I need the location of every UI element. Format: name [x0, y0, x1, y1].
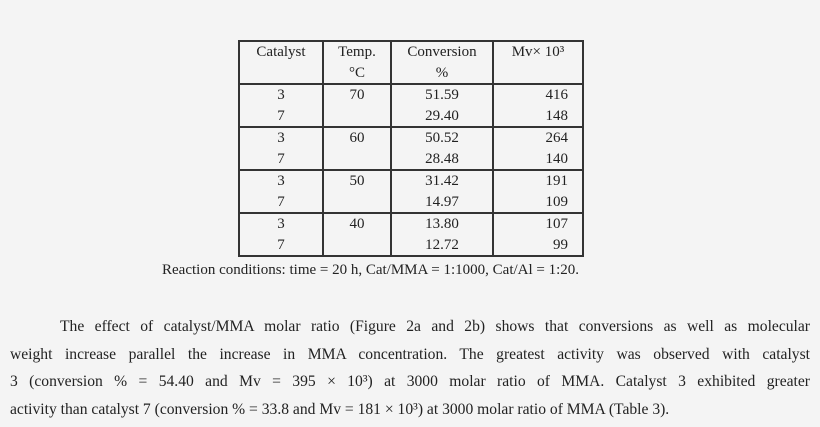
cell-temp: 70	[323, 84, 391, 106]
cell-catalyst: 3	[239, 84, 323, 106]
table-row	[239, 235, 583, 257]
cell-catalyst: 7	[239, 235, 323, 257]
cell-conversion: 51.59	[391, 84, 493, 106]
cell-conversion: 31.42	[391, 170, 493, 192]
cell-temp	[323, 235, 391, 257]
cell-temp: 40	[323, 213, 391, 235]
cell-mv: 99	[493, 235, 583, 257]
table-row	[239, 149, 583, 171]
table-row	[239, 106, 583, 128]
cell-conversion: 12.72	[391, 235, 493, 257]
cell-mv: 140	[493, 149, 583, 171]
temperature-group	[239, 213, 583, 256]
cell-catalyst: 7	[239, 106, 323, 128]
header-mv	[493, 41, 583, 84]
cell-temp	[323, 106, 391, 128]
table-row	[239, 84, 583, 106]
paragraph-line: The effect of catalyst/MMA molar ratio (Figure 2a and 2b) shows that conversions as well as molecular	[60, 318, 810, 335]
header-catalyst	[239, 41, 323, 84]
temperature-group	[239, 170, 583, 213]
paragraph-line: weight increase parallel the increase in MMA concentration. The greatest activity was observed with catalyst	[10, 345, 810, 363]
header-conversion	[391, 41, 493, 84]
cell-conversion: 50.52	[391, 127, 493, 149]
cell-mv: 264	[493, 127, 583, 149]
cell-temp	[323, 149, 391, 171]
header-text: Conversion	[407, 44, 477, 60]
cell-mv: 107	[493, 213, 583, 235]
results-table	[238, 40, 584, 257]
body-paragraph	[10, 313, 810, 423]
cell-temp: 60	[323, 127, 391, 149]
cell-temp: 50	[323, 170, 391, 192]
table-row	[239, 192, 583, 214]
cell-conversion: 29.40	[391, 106, 493, 128]
cell-catalyst: 7	[239, 192, 323, 214]
cell-mv: 148	[493, 106, 583, 128]
cell-mv: 191	[493, 170, 583, 192]
cell-mv: 109	[493, 192, 583, 214]
cell-catalyst: 3	[239, 127, 323, 149]
cell-temp	[323, 192, 391, 214]
table-row	[239, 170, 583, 192]
header-text: Catalyst	[256, 44, 306, 60]
temperature-group	[239, 84, 583, 127]
cell-conversion: 13.80	[391, 213, 493, 235]
paragraph-line: activity than catalyst 7 (conversion % = 33.8 and Mv = 181 × 10³) at 3000 molar ratio of MMA (Table 3).	[10, 400, 670, 418]
paragraph-line: 3 (conversion % = 54.40 and Mv = 395 × 10³) at 3000 molar ratio of MMA. Catalyst 3 exhibited greater	[10, 373, 810, 390]
header-text: Mv× 10³	[511, 44, 565, 60]
cell-catalyst: 3	[239, 213, 323, 235]
table-header-row	[239, 41, 583, 84]
cell-conversion: 14.97	[391, 192, 493, 214]
table-row	[239, 213, 583, 235]
header-unit: °C	[348, 64, 365, 81]
table-row	[239, 127, 583, 149]
cell-catalyst: 3	[239, 170, 323, 192]
table-caption: Reaction conditions: time = 20 h, Cat/MMA = 1:1000, Cat/Al = 1:20.	[162, 262, 580, 278]
header-text: Temp.	[338, 44, 376, 60]
temperature-group	[239, 127, 583, 170]
header-temp	[323, 41, 391, 84]
cell-conversion: 28.48	[391, 149, 493, 171]
cell-catalyst: 7	[239, 149, 323, 171]
header-unit: %	[435, 64, 449, 81]
cell-mv: 416	[493, 84, 583, 106]
